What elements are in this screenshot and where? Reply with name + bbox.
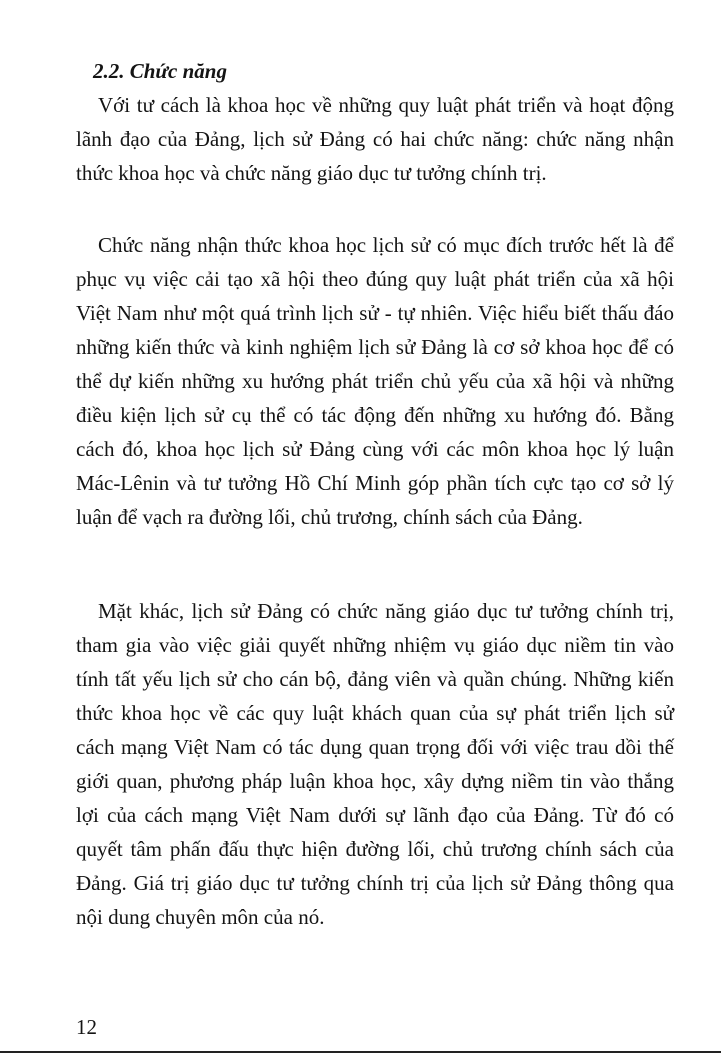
paragraph-cognitive-function: Chức năng nhận thức khoa học lịch sử có mục đích trước hết là để phục vụ việc cải tạo xã hội theo đúng quy luật phát triển của xã hội Việt Nam như một quá trình lịch sử - tự nhiên. Việc hiểu biết thấu đáo những kiến thức và kinh nghiệm lịch sử Đảng là cơ sở khoa học để có thể dự kiến những xu hướng phát triển chủ yếu của xã hội và những điều kiện lịch sử cụ thể có tác động đến những xu hướng đó. Bằng cách đó, khoa học lịch sử Đảng cùng với các môn khoa học lý luận Mác-Lênin và tư tưởng Hồ Chí Minh góp phần tích cực tạo cơ sở lý luận để vạch ra đường lối, chủ trương, chính sách của Đảng. [76,233,674,529]
page-bottom-divider [0,1051,721,1053]
section-heading: 2.2. Chức năng [93,59,227,83]
paragraph-education-function: Mặt khác, lịch sử Đảng có chức năng giáo dục tư tưởng chính trị, tham gia vào việc giải quyết những nhiệm vụ giáo dục niềm tin vào tính tất yếu lịch sử cho cán bộ, đảng viên và quần chúng. Những kiến thức khoa học về các quy luật khách quan của sự phát triển lịch sử cách mạng Việt Nam có tác dụng quan trọng đối với việc trau dồi thế giới quan, phương pháp luận khoa học, xây dựng niềm tin vào thắng lợi của cách mạng Việt Nam dưới sự lãnh đạo của Đảng. Từ đó có quyết tâm phấn đấu thực hiện đường lối, chủ trương chính sách của Đảng. Giá trị giáo dục tư tưởng chính trị của lịch sử Đảng thông qua nội dung chuyên môn của nó. [76,599,674,929]
paragraph-functions-intro: Với tư cách là khoa học về những quy luật phát triển và hoạt động lãnh đạo của Đảng, lịch sử Đảng có hai chức năng: chức năng nhận thức khoa học và chức năng giáo dục tư tưởng chính trị. [76,93,674,185]
page-number: 12 [76,1015,97,1039]
